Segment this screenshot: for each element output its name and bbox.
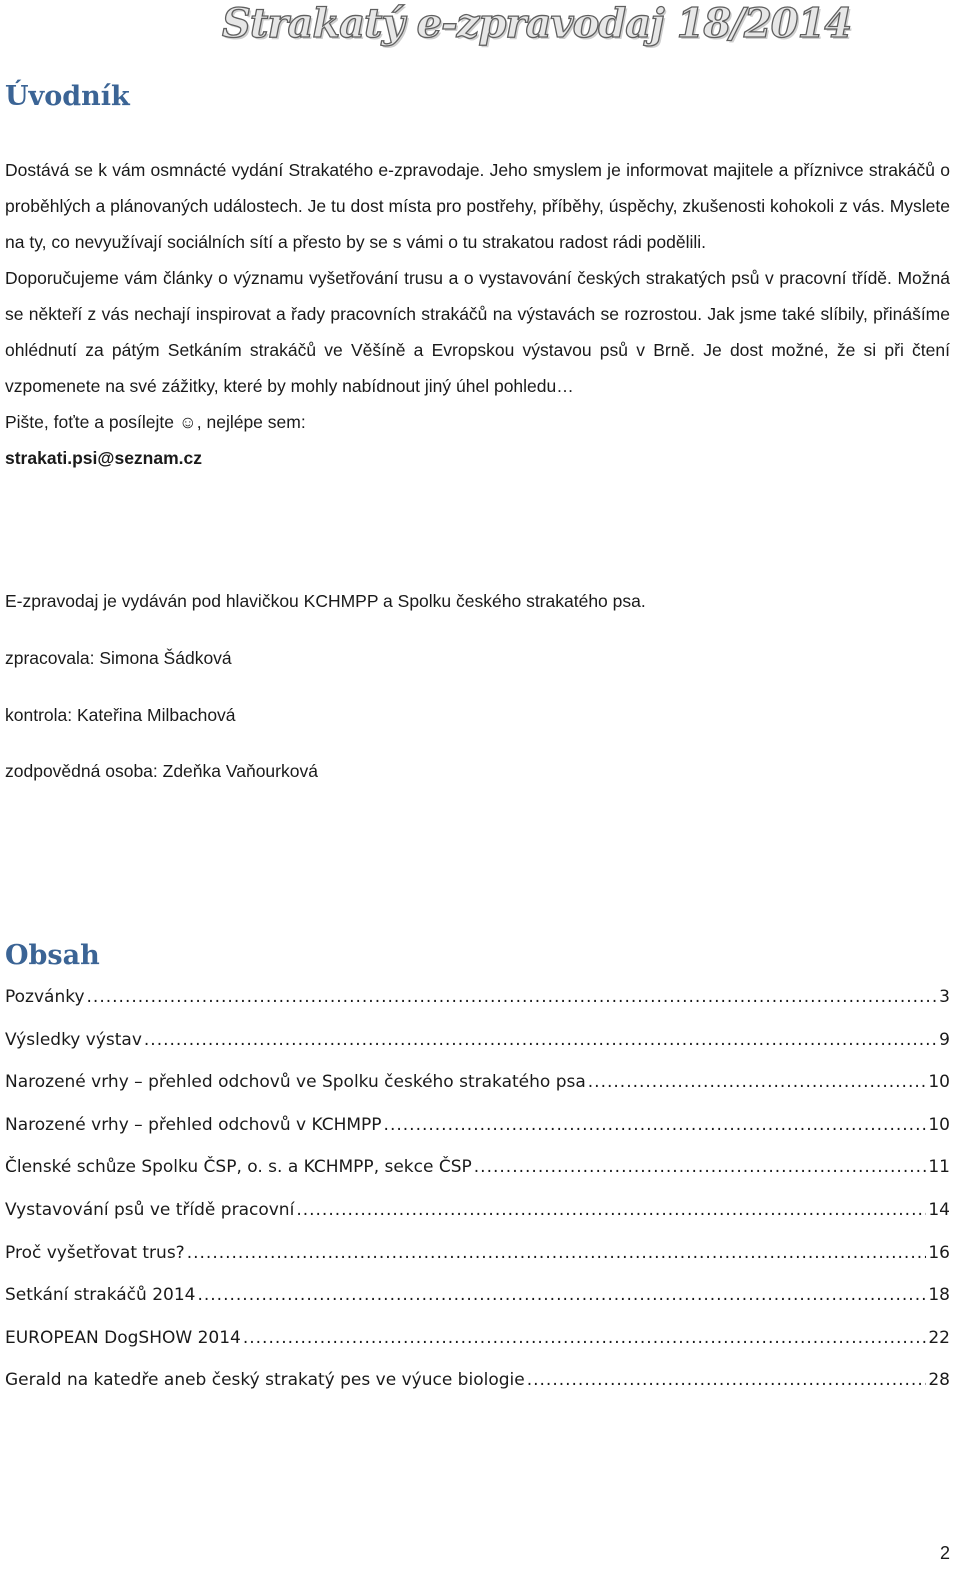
intro-paragraph: Doporučujeme vám články o významu vyšetřování trusu a o vystavování českých strakatých psů v pracovní třídě. Možná se někteří z vás nechají inspirovat a řady pracovních strakáčů na výstavách se rozrostou. Jak jsme také slíbily, přinášíme ohlédnutí za pátým Setkáním strakáčů ve Věšíně a Evropskou výstavou psů v Brně. Je dost možné, že si při čtení vzpomenete na své zážitky, které by mohly nabídnout jiný úhel pohledu…: [5, 268, 950, 396]
table-of-contents: [5, 978, 950, 1404]
toc-entry-title: Setkání strakáčů 2014: [5, 1285, 196, 1306]
toc-entry[interactable]: [5, 1319, 950, 1362]
toc-dot-leader: [87, 978, 938, 1016]
review-credit: kontrola: Kateřina Milbachová: [5, 705, 236, 725]
toc-entry-title: Výsledky výstav: [5, 1029, 142, 1050]
toc-entry-title: Členské schůze Spolku ČSP, o. s. a KCHMPP, sekce ČSP: [5, 1157, 472, 1178]
toc-entry[interactable]: [5, 1063, 950, 1106]
toc-entry-title: Pozvánky: [5, 987, 85, 1007]
contact-email-link[interactable]: strakati.psi@seznam.cz: [5, 448, 203, 468]
toc-entry[interactable]: [5, 978, 950, 1021]
toc-entry-title: Vystavování psů ve třídě pracovní: [5, 1199, 295, 1220]
toc-dot-leader: [197, 1276, 926, 1314]
toc-entry-page: 28: [928, 1370, 950, 1391]
toc-entry[interactable]: [5, 1234, 950, 1277]
page-number: 2: [939, 1543, 950, 1563]
toc-entry[interactable]: [5, 1106, 950, 1149]
toc-dot-leader: [296, 1191, 926, 1229]
toc-dot-leader: [384, 1106, 927, 1144]
toc-entry-title: Narozené vrhy – přehled odchovů v KCHMPP: [5, 1114, 382, 1135]
toc-entry-page: 14: [928, 1199, 950, 1220]
toc-entry[interactable]: [5, 1148, 950, 1191]
toc-entry-page: 22: [928, 1327, 950, 1348]
toc-entry[interactable]: [5, 1276, 950, 1319]
publisher-note: E-zpravodaj je vydáván pod hlavičkou KCHMPP a Spolku českého strakatého psa.: [5, 591, 646, 611]
responsible-credit: zodpovědná osoba: Zdeňka Vaňourková: [5, 761, 318, 781]
toc-dot-leader: [527, 1361, 927, 1399]
toc-entry-page: 10: [928, 1072, 950, 1093]
toc-entry[interactable]: [5, 1021, 950, 1064]
toc-entry-page: 11: [928, 1157, 950, 1178]
toc-dot-leader: [243, 1319, 927, 1357]
intro-body: [5, 152, 950, 476]
toc-dot-leader: [474, 1148, 927, 1186]
toc-entry-title: Gerald na katedře aneb český strakatý pes ve výuce biologie: [5, 1370, 525, 1391]
toc-entry-title: Proč vyšetřovat trus?: [5, 1242, 185, 1263]
toc-dot-leader: [588, 1063, 927, 1101]
toc-entry-page: 16: [928, 1242, 950, 1263]
toc-entry-page: 18: [928, 1285, 950, 1306]
toc-entry-page: 10: [928, 1114, 950, 1135]
editor-credit: zpracovala: Simona Šádková: [5, 648, 232, 668]
toc-entry[interactable]: [5, 1361, 950, 1404]
toc-heading: Obsah: [5, 940, 100, 971]
toc-dot-leader: [144, 1021, 937, 1059]
intro-heading: Úvodník: [5, 81, 130, 112]
intro-paragraph: Pište, foťte a posílejte ☺, nejlépe sem:: [5, 412, 306, 432]
masthead-title: Strakatý e-zpravodaj 18/2014: [222, 0, 852, 47]
toc-entry-title: Narozené vrhy – přehled odchovů ve Spolku českého strakatého psa: [5, 1072, 586, 1093]
toc-dot-leader: [187, 1234, 927, 1272]
intro-paragraph: Dostává se k vám osmnácté vydání Strakatého e-zpravodaje. Jeho smyslem je informovat majitele a příznivce strakáčů o proběhlých a plánovaných událostech. Je tu dost místa pro postřehy, příběhy, úspěchy, zkušenosti kohokoli z vás. Myslete na ty, co nevyužívají sociálních sítí a přesto by se s vámi o tu strakatou radost rádi podělili.: [5, 160, 950, 252]
toc-entry-page: 9: [939, 1029, 950, 1050]
toc-entry-title: EUROPEAN DogSHOW 2014: [5, 1327, 241, 1348]
toc-entry[interactable]: [5, 1191, 950, 1234]
toc-entry-page: 3: [939, 987, 950, 1007]
